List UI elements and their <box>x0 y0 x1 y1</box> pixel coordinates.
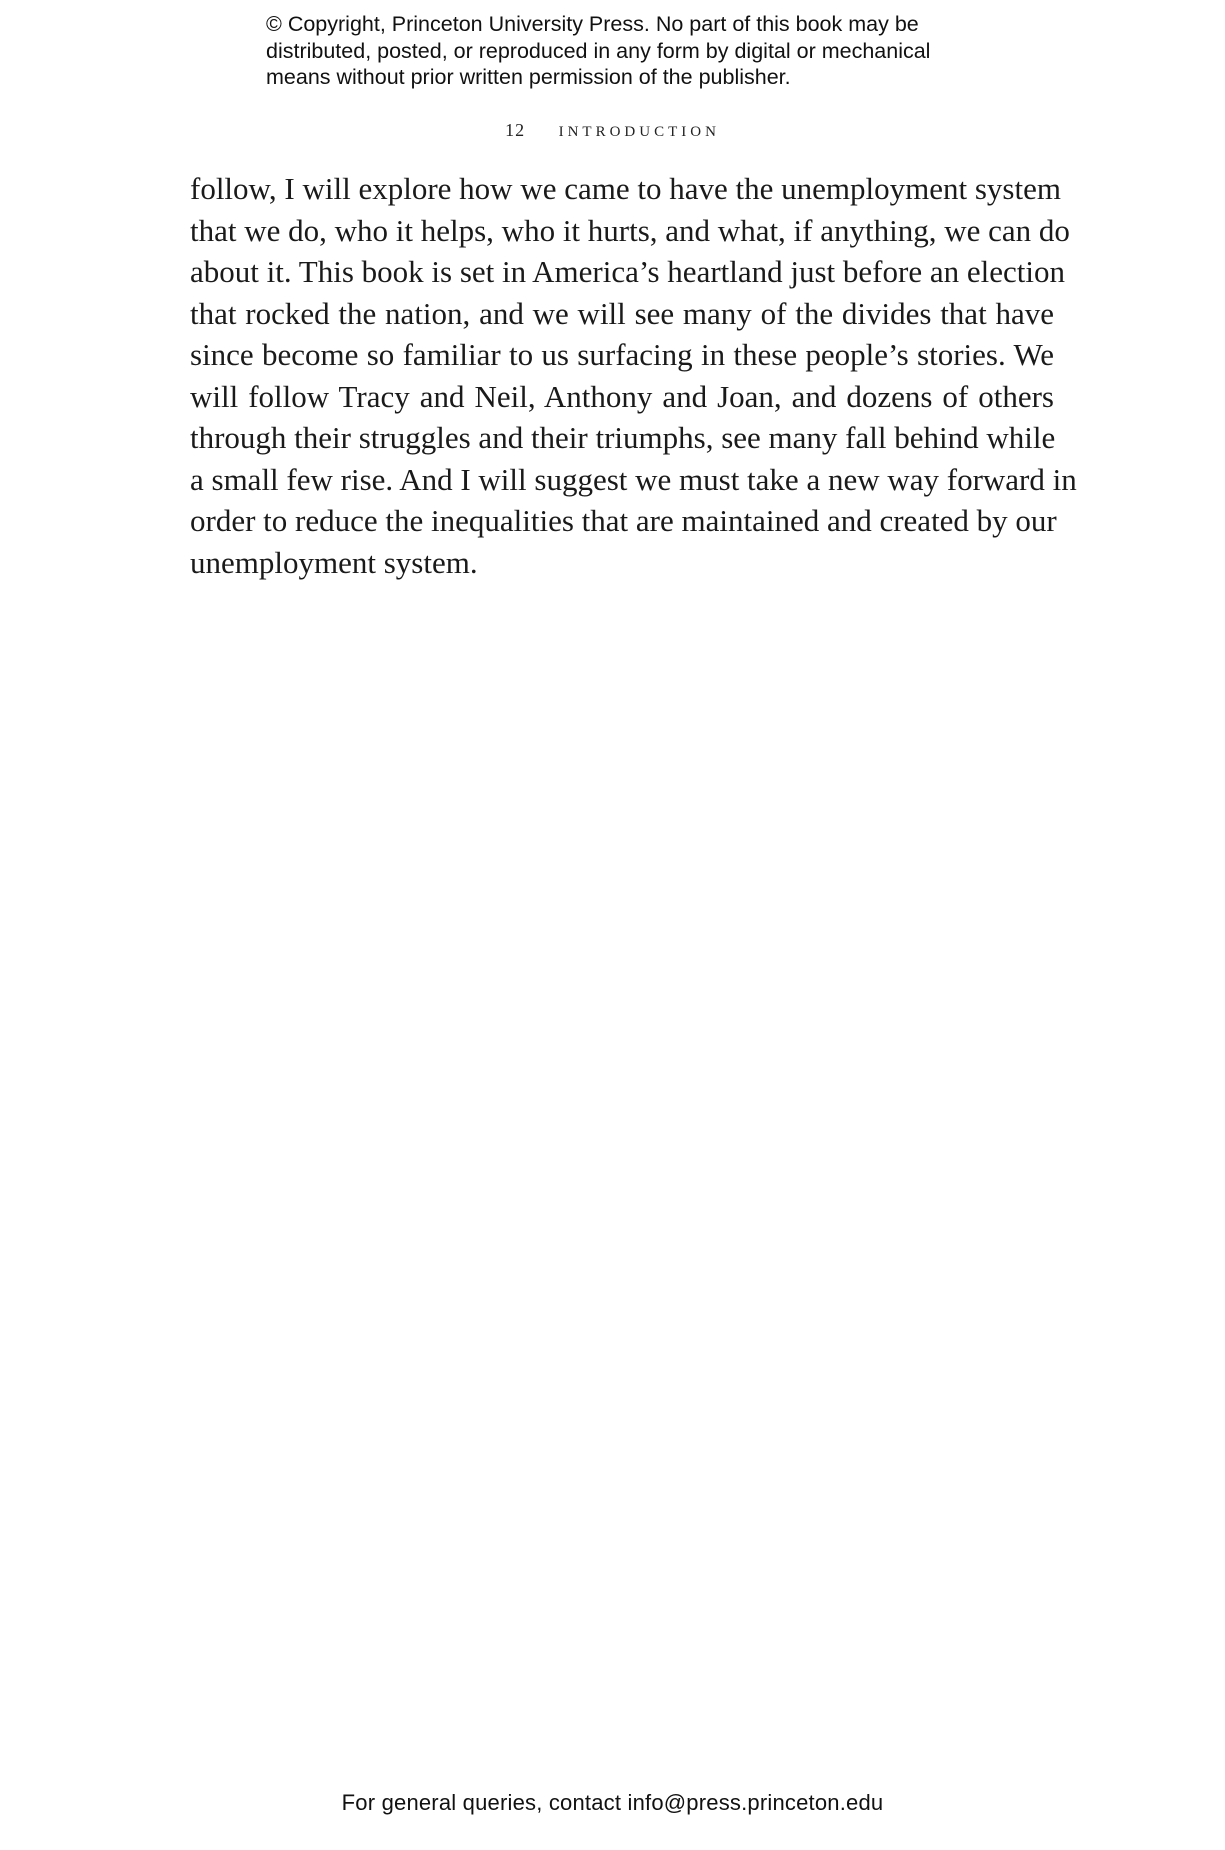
paragraph-line: since become so familiar to us surfacing in these people’s stories. We <box>190 337 1054 372</box>
footer-contact: For general queries, contact info@press.princeton.edu <box>341 1790 884 1815</box>
paragraph-line: order to reduce the inequalities that are maintained and created by our <box>190 503 1057 538</box>
paragraph-line: about it. This book is set in America’s heartland just before an election <box>190 254 1065 289</box>
paragraph-line: that we do, who it helps, who it hurts, and what, if anything, we can do <box>190 212 1070 248</box>
paragraph-line: that rocked the nation, and we will see many of the divides that have <box>190 295 1054 331</box>
chapter-title: introduction <box>558 116 720 141</box>
copyright-line: distributed, posted, or reproduced in any form by digital or mechanical <box>266 38 931 63</box>
paragraph-line: will follow Tracy and Neil, Anthony and Joan, and dozens of others <box>190 378 1054 414</box>
running-head <box>0 116 1225 142</box>
paragraph-line: follow, I will explore how we came to have the unemployment system <box>190 171 1061 206</box>
paragraph-line: through their struggles and their triumphs, see many fall behind while <box>190 420 1056 455</box>
paragraph-line: a small few rise. And I will suggest we must take a new way forward in <box>190 461 1077 497</box>
copyright-line: means without prior written permission of the publisher. <box>266 65 791 89</box>
copyright-notice <box>266 11 1026 91</box>
page-number: 12 <box>505 120 526 140</box>
copyright-line: © Copyright, Princeton University Press. No part of this book may be <box>266 12 919 36</box>
body-paragraph <box>190 168 1077 583</box>
paragraph-line: unemployment system. <box>190 544 478 580</box>
